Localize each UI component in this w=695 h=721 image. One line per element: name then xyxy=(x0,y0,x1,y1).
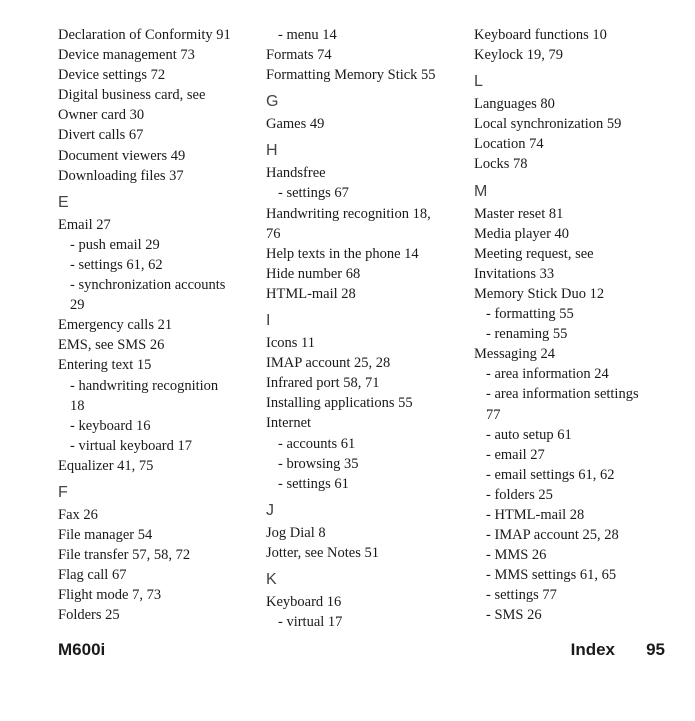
index-entry: File manager 54 xyxy=(58,527,153,544)
index-entry: Entering text 15 xyxy=(58,357,152,374)
index-entry-continuation: 77 xyxy=(486,406,501,423)
index-subentry: - formatting 55 xyxy=(486,306,574,323)
index-subentry: - settings 67 xyxy=(278,185,349,202)
index-column-2 xyxy=(266,25,466,632)
index-entry: Emergency calls 21 xyxy=(58,317,173,334)
footer-model-name: M600i xyxy=(58,640,106,659)
index-section-letter: K xyxy=(266,570,277,588)
footer-section-title: Index xyxy=(570,640,615,659)
index-entry: HTML-mail 28 xyxy=(266,285,356,302)
index-entry: Memory Stick Duo 12 xyxy=(474,285,605,302)
index-subentry: - area information 24 xyxy=(486,366,609,383)
index-subentry: - handwriting recognition xyxy=(70,377,219,394)
index-subentry: - browsing 35 xyxy=(278,455,359,472)
index-subentry: - synchronization accounts xyxy=(70,277,226,294)
index-subentry: - settings 61, 62 xyxy=(70,256,163,273)
index-section-letter: J xyxy=(266,501,274,519)
index-entry: 76 xyxy=(266,225,281,242)
index-subentry: - accounts 61 xyxy=(278,435,356,452)
index-entry: Document viewers 49 xyxy=(58,147,186,164)
index-column-1 xyxy=(58,25,258,626)
index-entry: File transfer 57, 58, 72 xyxy=(58,547,191,564)
index-subentry: - push email 29 xyxy=(70,236,160,253)
index-subentry: - MMS 26 xyxy=(486,547,547,564)
index-entry: Declaration of Conformity 91 xyxy=(58,27,231,43)
index-entry: Installing applications 55 xyxy=(266,395,413,412)
index-entry: EMS, see SMS 26 xyxy=(58,337,165,354)
index-entry: Keylock 19, 79 xyxy=(474,47,563,64)
index-entry: IMAP account 25, 28 xyxy=(266,355,391,372)
index-entry: Media player 40 xyxy=(474,225,570,242)
index-subentry: - folders 25 xyxy=(486,486,553,503)
index-subentry: - email settings 61, 62 xyxy=(486,466,615,483)
index-entry: Help texts in the phone 14 xyxy=(266,245,419,262)
index-entry: Flight mode 7, 73 xyxy=(58,587,162,604)
index-entry: Infrared port 58, 71 xyxy=(266,375,380,392)
index-entry: Meeting request, see xyxy=(474,245,594,262)
index-entry: Hide number 68 xyxy=(266,265,361,282)
index-subentry: - settings 77 xyxy=(486,587,557,604)
index-subentry: - IMAP account 25, 28 xyxy=(486,527,619,544)
index-column-3 xyxy=(474,25,674,626)
index-entry: Keyboard functions 10 xyxy=(474,27,607,43)
index-subentry: - HTML-mail 28 xyxy=(486,506,585,523)
index-entry: Location 74 xyxy=(474,136,544,153)
index-entry: Jotter, see Notes 51 xyxy=(266,544,379,561)
index-entry: Handsfree xyxy=(266,165,326,182)
index-section-letter: I xyxy=(266,312,271,330)
page-footer xyxy=(58,640,665,662)
index-entry: Flag call 67 xyxy=(58,567,127,584)
index-entry: Invitations 33 xyxy=(474,265,555,282)
index-entry: Internet xyxy=(266,415,312,432)
index-subentry: - area information settings xyxy=(486,386,639,403)
index-entry-continuation: 29 xyxy=(70,297,85,314)
index-entry: Owner card 30 xyxy=(58,107,145,124)
index-entry: Messaging 24 xyxy=(474,346,555,363)
index-section-letter: E xyxy=(58,193,69,211)
index-entry: Digital business card, see xyxy=(58,87,206,104)
index-entry: Device settings 72 xyxy=(58,67,166,84)
index-entry: Languages 80 xyxy=(474,96,555,113)
index-entry: Folders 25 xyxy=(58,607,120,624)
index-entry: Equalizer 41, 75 xyxy=(58,457,154,474)
index-subentry: - virtual keyboard 17 xyxy=(70,437,193,454)
index-entry: Handwriting recognition 18, xyxy=(266,205,431,222)
footer-page-number: 95 xyxy=(646,640,665,659)
index-subentry: - menu 14 xyxy=(278,27,337,43)
index-section-letter: L xyxy=(474,73,483,91)
index-entry: Downloading files 37 xyxy=(58,167,184,184)
index-section-letter: H xyxy=(266,142,278,160)
index-subentry: - keyboard 16 xyxy=(70,417,151,434)
index-subentry: - auto setup 61 xyxy=(486,426,572,443)
index-entry: Device management 73 xyxy=(58,47,195,64)
index-subentry: - virtual 17 xyxy=(278,614,343,631)
index-subentry: - SMS 26 xyxy=(486,607,542,624)
index-entry: Games 49 xyxy=(266,116,325,133)
index-entry-continuation: 18 xyxy=(70,397,85,414)
index-entry: Fax 26 xyxy=(58,506,98,523)
index-entry: Locks 78 xyxy=(474,156,528,173)
index-entry: Formats 74 xyxy=(266,47,332,64)
index-entry: Formatting Memory Stick 55 xyxy=(266,67,436,84)
index-subentry: - settings 61 xyxy=(278,475,349,492)
index-entry: Email 27 xyxy=(58,216,111,233)
index-subentry: - email 27 xyxy=(486,446,545,463)
index-entry: Keyboard 16 xyxy=(266,593,342,610)
index-subentry: - renaming 55 xyxy=(486,326,568,343)
index-entry: Divert calls 67 xyxy=(58,127,144,144)
index-entry: Local synchronization 59 xyxy=(474,116,622,133)
index-subentry: - MMS settings 61, 65 xyxy=(486,567,617,584)
index-entry: Jog Dial 8 xyxy=(266,524,326,541)
index-section-letter: M xyxy=(474,182,488,200)
index-entry: Icons 11 xyxy=(266,335,315,352)
index-section-letter: F xyxy=(58,483,68,501)
index-section-letter: G xyxy=(266,93,279,111)
index-entry: Master reset 81 xyxy=(474,205,564,222)
